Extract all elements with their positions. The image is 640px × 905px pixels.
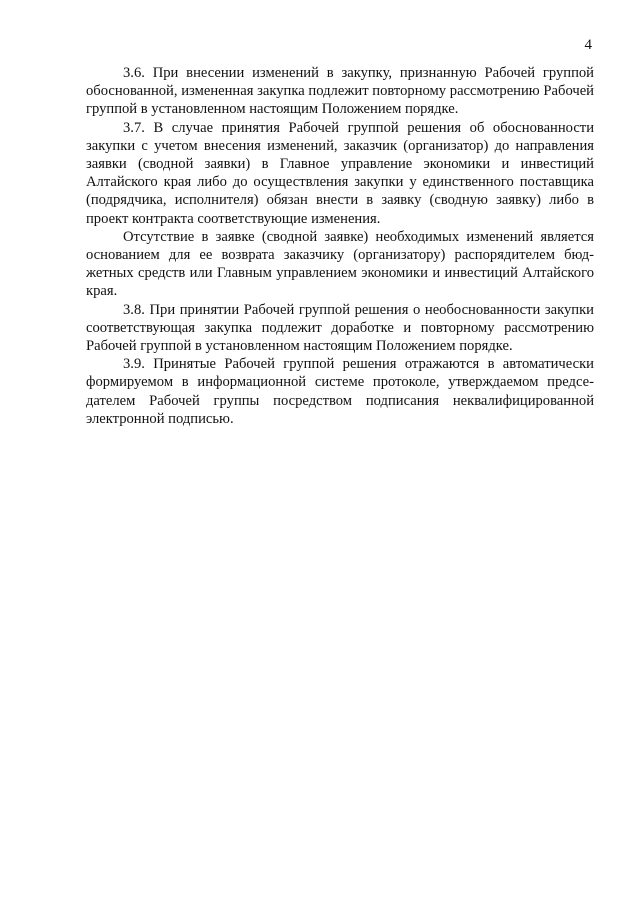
paragraph-3-7-note: Отсутствие в заявке (сводной заявке) необходимых изменений является основанием для ее возврата заказчику (организатору) распорядителем бюджетных средств или Главным управлением экономики и инвестиций Алтайского края.	[86, 228, 594, 300]
paragraph-3-7: 3.7. В случае принятия Рабочей группой решения об обоснованности закупки с учетом внесения изменений, заказчик (организатор) до направления заявки (сводной заявки) в Главное управление экономики и инвестиций Алтайского края либо до осуществления закупки у единственного поставщика (подрядчика, исполнителя) обязан внести в заявку (сводную заявку) либо в проект контракта соответствующие изменения.	[86, 119, 594, 227]
paragraph-3-8: 3.8. При принятии Рабочей группой решения о необоснованности закупки соответствующая закупка подлежит доработке и повторному рассмотрению Рабочей группой в установленном настоящим Положением порядке.	[86, 301, 594, 355]
paragraph-3-9: 3.9. Принятые Рабочей группой решения отражаются в автоматически формируемом в информационной системе протоколе, утверждаемом председателем Рабочей группы посредством подписания неквалифицированной электронной подписью.	[86, 356, 594, 427]
paragraph-3-6: 3.6. При внесении изменений в закупку, признанную Рабочей группой обоснованной, измененная закупка подлежит повторному рассмотрению Рабочей группой в установленном настоящим Положением порядке.	[86, 65, 594, 118]
page-number: 4	[584, 37, 592, 53]
document-body	[86, 64, 594, 428]
